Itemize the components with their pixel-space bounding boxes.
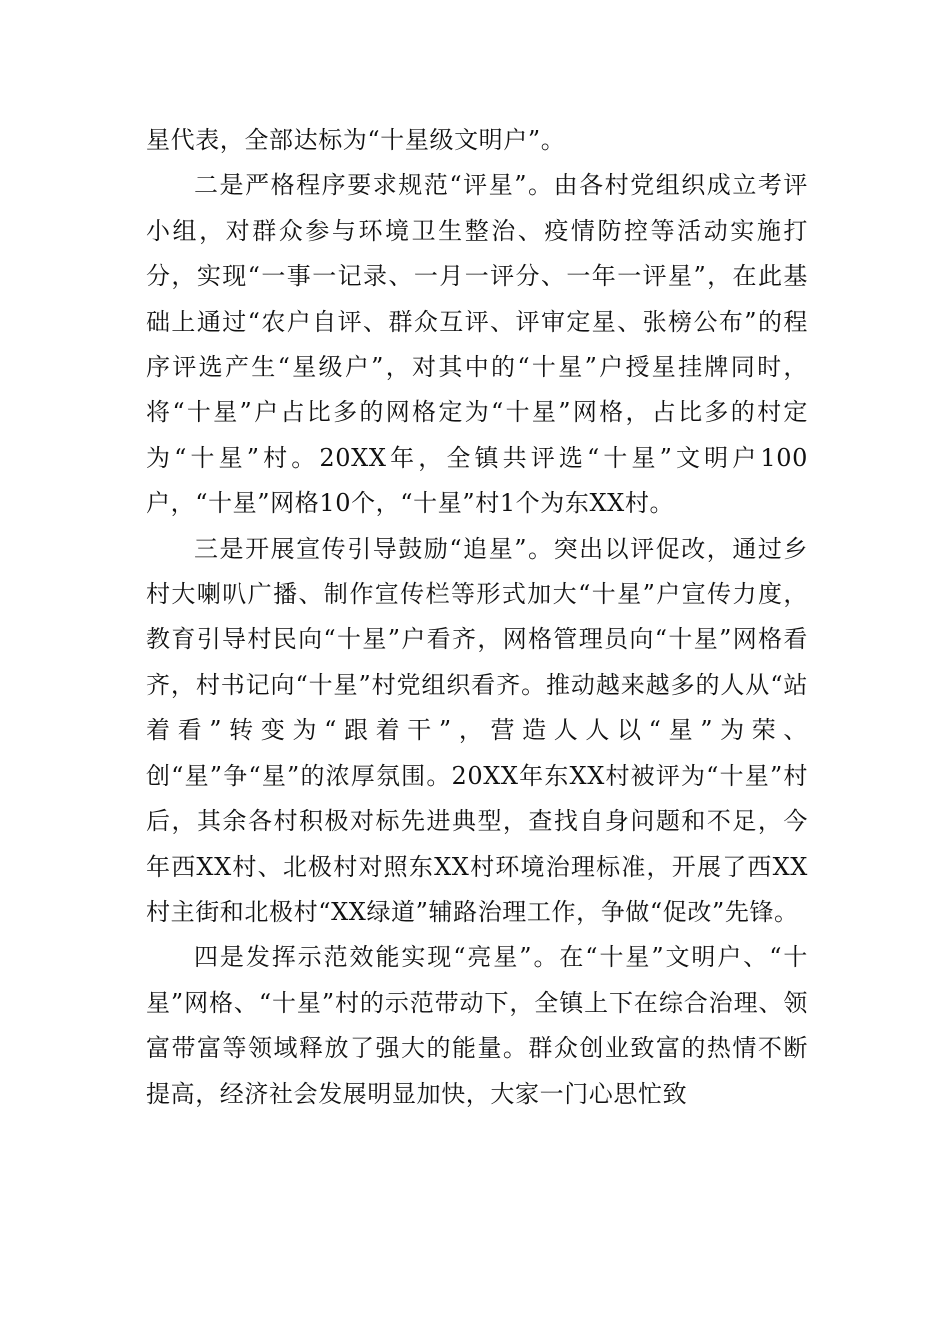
paragraph-continuation: 星代表，全部达标为“十星级文明户”。 xyxy=(146,126,566,154)
paragraph-point-4: 四是发挥示范效能实现“亮星”。在“十星”文明户、“十星”网格、“十星”村的示范带动下，全镇上下在综合治理、领富带富等领域释放了强大的能量。群众创业致富的热情不断提高，经济社会发展明显加快，大家一门心思忙致 xyxy=(146,943,808,1108)
document-body xyxy=(146,118,808,1117)
paragraph-point-3: 三是开展宣传引导鼓励“追星”。突出以评促改，通过乡村大喇叭广播、制作宣传栏等形式加大“十星”户宣传力度，教育引导村民向“十星”户看齐，网格管理员向“十星”网格看齐，村书记向“十星”村党组织看齐。推动越来越多的人从“站着看”转变为“跟着干”，营造人人以“星”为荣、创“星”争“星”的浓厚氛围。20XX年东XX村被评为“十星”村后，其余各村积极对标先进典型，查找自身问题和不足，今年西XX村、北极村对照东XX村环境治理标准，开展了西XX村主街和北极村“XX绿道”辅路治理工作，争做“促改”先锋。 xyxy=(146,534,808,926)
paragraph-point-2: 二是严格程序要求规范“评星”。由各村党组织成立考评小组，对群众参与环境卫生整治、疫情防控等活动实施打分，实现“一事一记录、一月一评分、一年一评星”，在此基础上通过“农户自评、群众互评、评审定星、张榜公布”的程序评选产生“星级户”，对其中的“十星”户授星挂牌同时，将“十星”户占比多的网格定为“十星”网格，占比多的村定为“十星”村。20XX年，全镇共评选“十星”文明户100户，“十星”网格10个，“十星”村1个为东XX村。 xyxy=(146,171,808,518)
